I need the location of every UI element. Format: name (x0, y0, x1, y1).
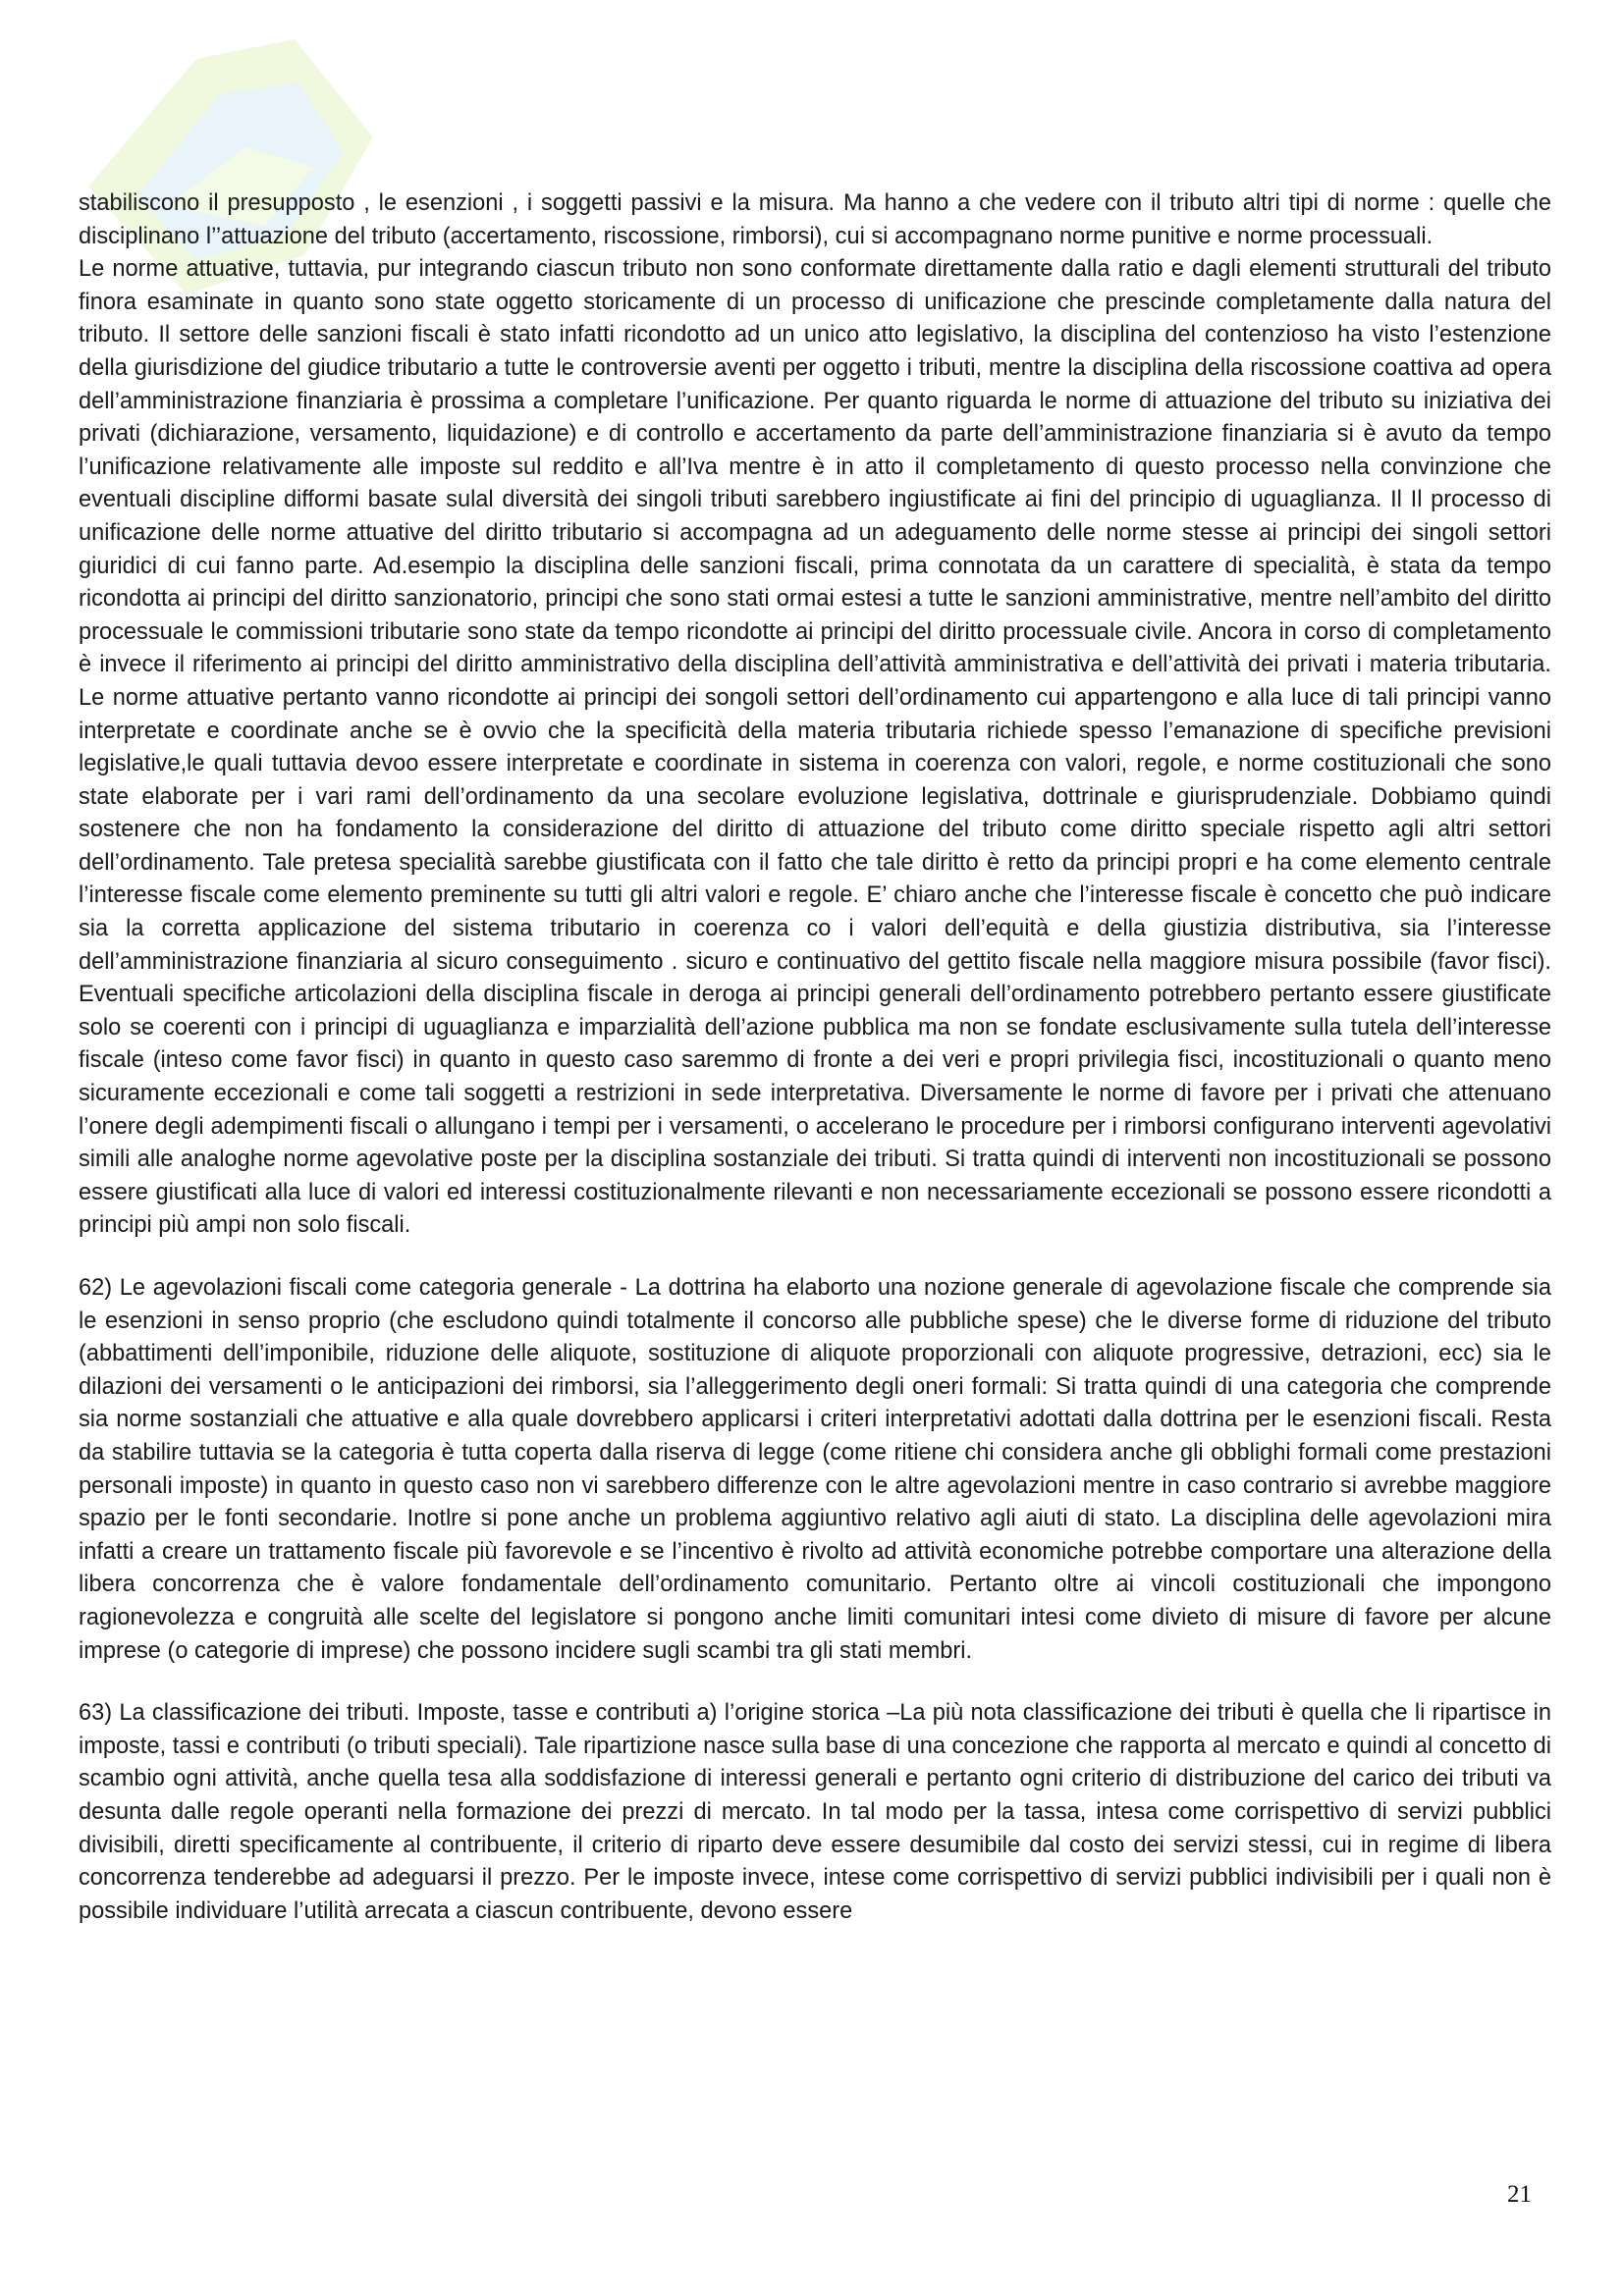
paragraph-continuation: stabiliscono il presupposto , le esenzioni , i soggetti passivi e la misura. Ma hanno a che vedere con il tributo altri tipi di norme : quelle che disciplinano l’’attuazione del tributo (accertamento, riscossione, rimborsi), cui si accompagnano norme punitive e norme processuali. (79, 190, 1551, 249)
paragraph-norme-attuative: Le norme attuative, tuttavia, pur integrando ciascun tributo non sono conformate direttamente dalla ratio e dagli elementi strutturali del tributo finora esaminate in quanto sono state oggetto storicamente di un processo di unificazione che prescinde completamente dalla natura del tributo. Il settore delle sanzioni fiscali è stato infatti ricondotto ad un unico atto legislativo, la disciplina del contenzioso ha visto l’estenzione della giurisdizione del giudice tributario a tutte le controversie aventi per oggetto i tributi, mentre la disciplina della riscossione coattiva ad opera dell’amministrazione finanziaria è prossima a completare l’unificazione. Per quanto riguarda le norme di attuazione del tributo su iniziativa dei privati (dichiarazione, versamento, liquidazione) e di controllo e accertamento da parte dell’amministrazione finanziaria si è avuto da tempo l’unificazione relativamente alle imposte sul reddito e all’Iva mentre è in atto il completamento di questo processo nella convinzione che eventuali discipline difformi basate sulal diversità dei singoli tributi sarebbero ingiustificate ai fini del principio di uguaglianza. Il Il processo di unificazione delle norme attuative del diritto tributario si accompagna ad un adeguamento delle norme stesse ai principi dei singoli settori giuridici di cui fanno parte. Ad.esempio la disciplina delle sanzioni fiscali, prima connotata da un carattere di specialità, è stata da tempo ricondotta ai principi del diritto sanzionatorio, principi che sono stati ormai estesi a tutte le sanzioni amministrative, mentre nell’ambito del diritto processuale le commissioni tributarie sono state da tempo ricondotte ai principi del diritto processuale civile. Ancora in corso di completamento è invece il riferimento ai principi del diritto amministrativo della disciplina dell’attività amministrativa e dell’attività dei privati i materia tributaria. Le norme attuative pertanto vanno ricondotte ai principi dei songoli settori dell’ordinamento cui appartengono e alla luce di tali principi vanno interpretate e coordinate anche se è ovvio che la specificità della materia tributaria richiede spesso l’emanazione di specifiche previsioni legislative,le quali tuttavia devoo essere interpretate e coordinate in sistema in coerenza con valori, regole, e norme costituzionali che sono state elaborate per i vari rami dell’ordinamento da una secolare evoluzione legislativa, dottrinale e giurisprudenziale. Dobbiamo quindi sostenere che non ha fondamento la considerazione del diritto di attuazione del tributo come diritto speciale rispetto agli altri settori dell’ordinamento. Tale pretesa specialità sarebbe giustificata con il fatto che tale diritto è retto da principi propri e ha come elemento centrale l’interesse fiscale come elemento preminente su tutti gli altri valori e regole. E’ chiaro anche che l’interesse fiscale è concetto che può indicare sia la corretta applicazione del sistema tributario in coerenza co i valori dell’equità e della giustizia distributiva, sia l’interesse dell’amministrazione finanziaria al sicuro conseguimento . sicuro e continuativo del gettito fiscale nella maggiore misura possibile (favor fisci). Eventuali specifiche articolazioni della disciplina fiscale in deroga ai principi generali dell’ordinamento potrebbero pertanto essere giustificate solo se coerenti con i principi di uguaglianza e imparzialità dell’azione pubblica ma non se fondate esclusivamente sulla tutela dell’interesse fiscale (inteso come favor fisci) in quanto in questo caso saremmo di fronte a dei veri e propri privilegia fisci, incostituzionali o quanto meno sicuramente eccezionali e come tali soggetti a restrizioni in sede interpretativa. Diversamente le norme di favore per i privati che attenuano l’onere degli adempimenti fiscali o allungano i tempi per i versamenti, o accelerano le procedure per i rimborsi configurano interventi agevolativi simili alle analoghe norme agevolative poste per la disciplina sostanziale dei tributi. Si tratta quindi di interventi non incostituzionali se possono essere giustificati alla luce di valori ed interessi costituzionalmente rilevanti e non necessariamente eccezionali se possono essere ricondotti a principi più ampi non solo fiscali. (79, 256, 1551, 1239)
page-number: 21 (1507, 2181, 1532, 2208)
paragraph-section-62: 62) Le agevolazioni fiscali come categoria generale - La dottrina ha elaborto una nozione generale di agevolazione fiscale che comprende sia le esenzioni in senso proprio (che escludono quindi totalmente il concorso alle pubbliche spese) che le diverse forme di riduzione del tributo (abbattimenti dell’imponibile, riduzione delle aliquote, sostituzione di aliquote proporzionali con aliquote progressive, detrazioni, ecc) sia le dilazioni dei versamenti o le anticipazioni dei rimborsi, sia l’alleggerimento degli oneri formali: Si tratta quindi di una categoria che comprende sia norme sostanziali che attuative e alla quale dovrebbero applicarsi i criteri interpretativi adottati dalla dottrina per le esenzioni fiscali. Resta da stabilire tuttavia se la categoria è tutta coperta dalla riserva di legge (come ritiene chi considera anche gli obblighi formali come prestazioni personali imposte) in quanto in questo caso non vi sarebbero differenze con le altre agevolazioni mentre in caso contrario si avrebbe maggiore spazio per le fonti secondarie. Inotlre si pone anche un problema aggiuntivo relativo agli aiuti di stato. La disciplina delle agevolazioni mira infatti a creare un trattamento fiscale più favorevole e se l’incentivo è rivolto ad attività economiche potrebbe comportare una alterazione della libera concorrenza che è valore fondamentale dell’ordinamento comunitario. Pertanto oltre ai vincoli costituzionali che impongono ragionevolezza e congruità alle scelte del legislatore si pongono anche limiti comunitari intesi come divieto di misure di favore per alcune imprese (o categorie di imprese) che possono incidere sugli scambi tra gli stati membri. (79, 1275, 1551, 1664)
body-text (79, 187, 1551, 1928)
paragraph-section-63: 63) La classificazione dei tributi. Imposte, tasse e contributi a) l’origine storica –La più nota classificazione dei tributi è quella che li ripartisce in imposte, tassi e contributi (o tributi speciali). Tale ripartizione nasce sulla base di una concezione che rapporta al mercato e quindi al concetto di scambio ogni attività, anche quella tesa alla soddisfazione di interessi generali e pertanto ogni criterio di distribuzione del carico dei tributi va desunta dalle regole operanti nella formazione dei prezzi di mercato. In tal modo per la tassa, intesa come corrispettivo di servizi pubblici divisibili, diretti specificamente al contribuente, il criterio di riparto deve essere desumibile dal costo dei servizi stessi, cui in regime di libera concorrenza tenderebbe ad adeguarsi il prezzo. Per le imposte invece, intese come corrispettivo di servizi pubblici indivisibili per i quali non è possibile individuare l’utilità arrecata a ciascun contribuente, devono essere (79, 1700, 1551, 1924)
